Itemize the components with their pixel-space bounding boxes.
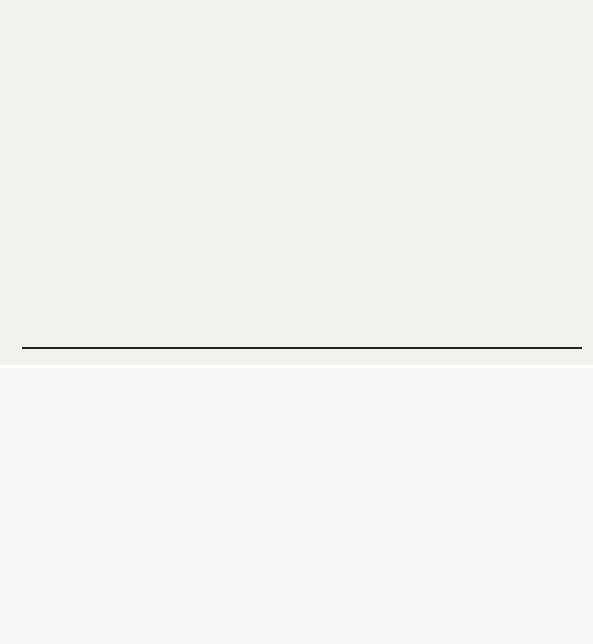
answer-page-header bbox=[561, 374, 575, 388]
answer-page bbox=[0, 368, 593, 644]
footer-label bbox=[545, 349, 561, 364]
answer-right-column bbox=[306, 424, 580, 428]
watermark-logo bbox=[465, 584, 585, 642]
footer-rule bbox=[22, 347, 582, 349]
page-footer bbox=[0, 346, 593, 368]
answer-left-column bbox=[8, 424, 280, 441]
